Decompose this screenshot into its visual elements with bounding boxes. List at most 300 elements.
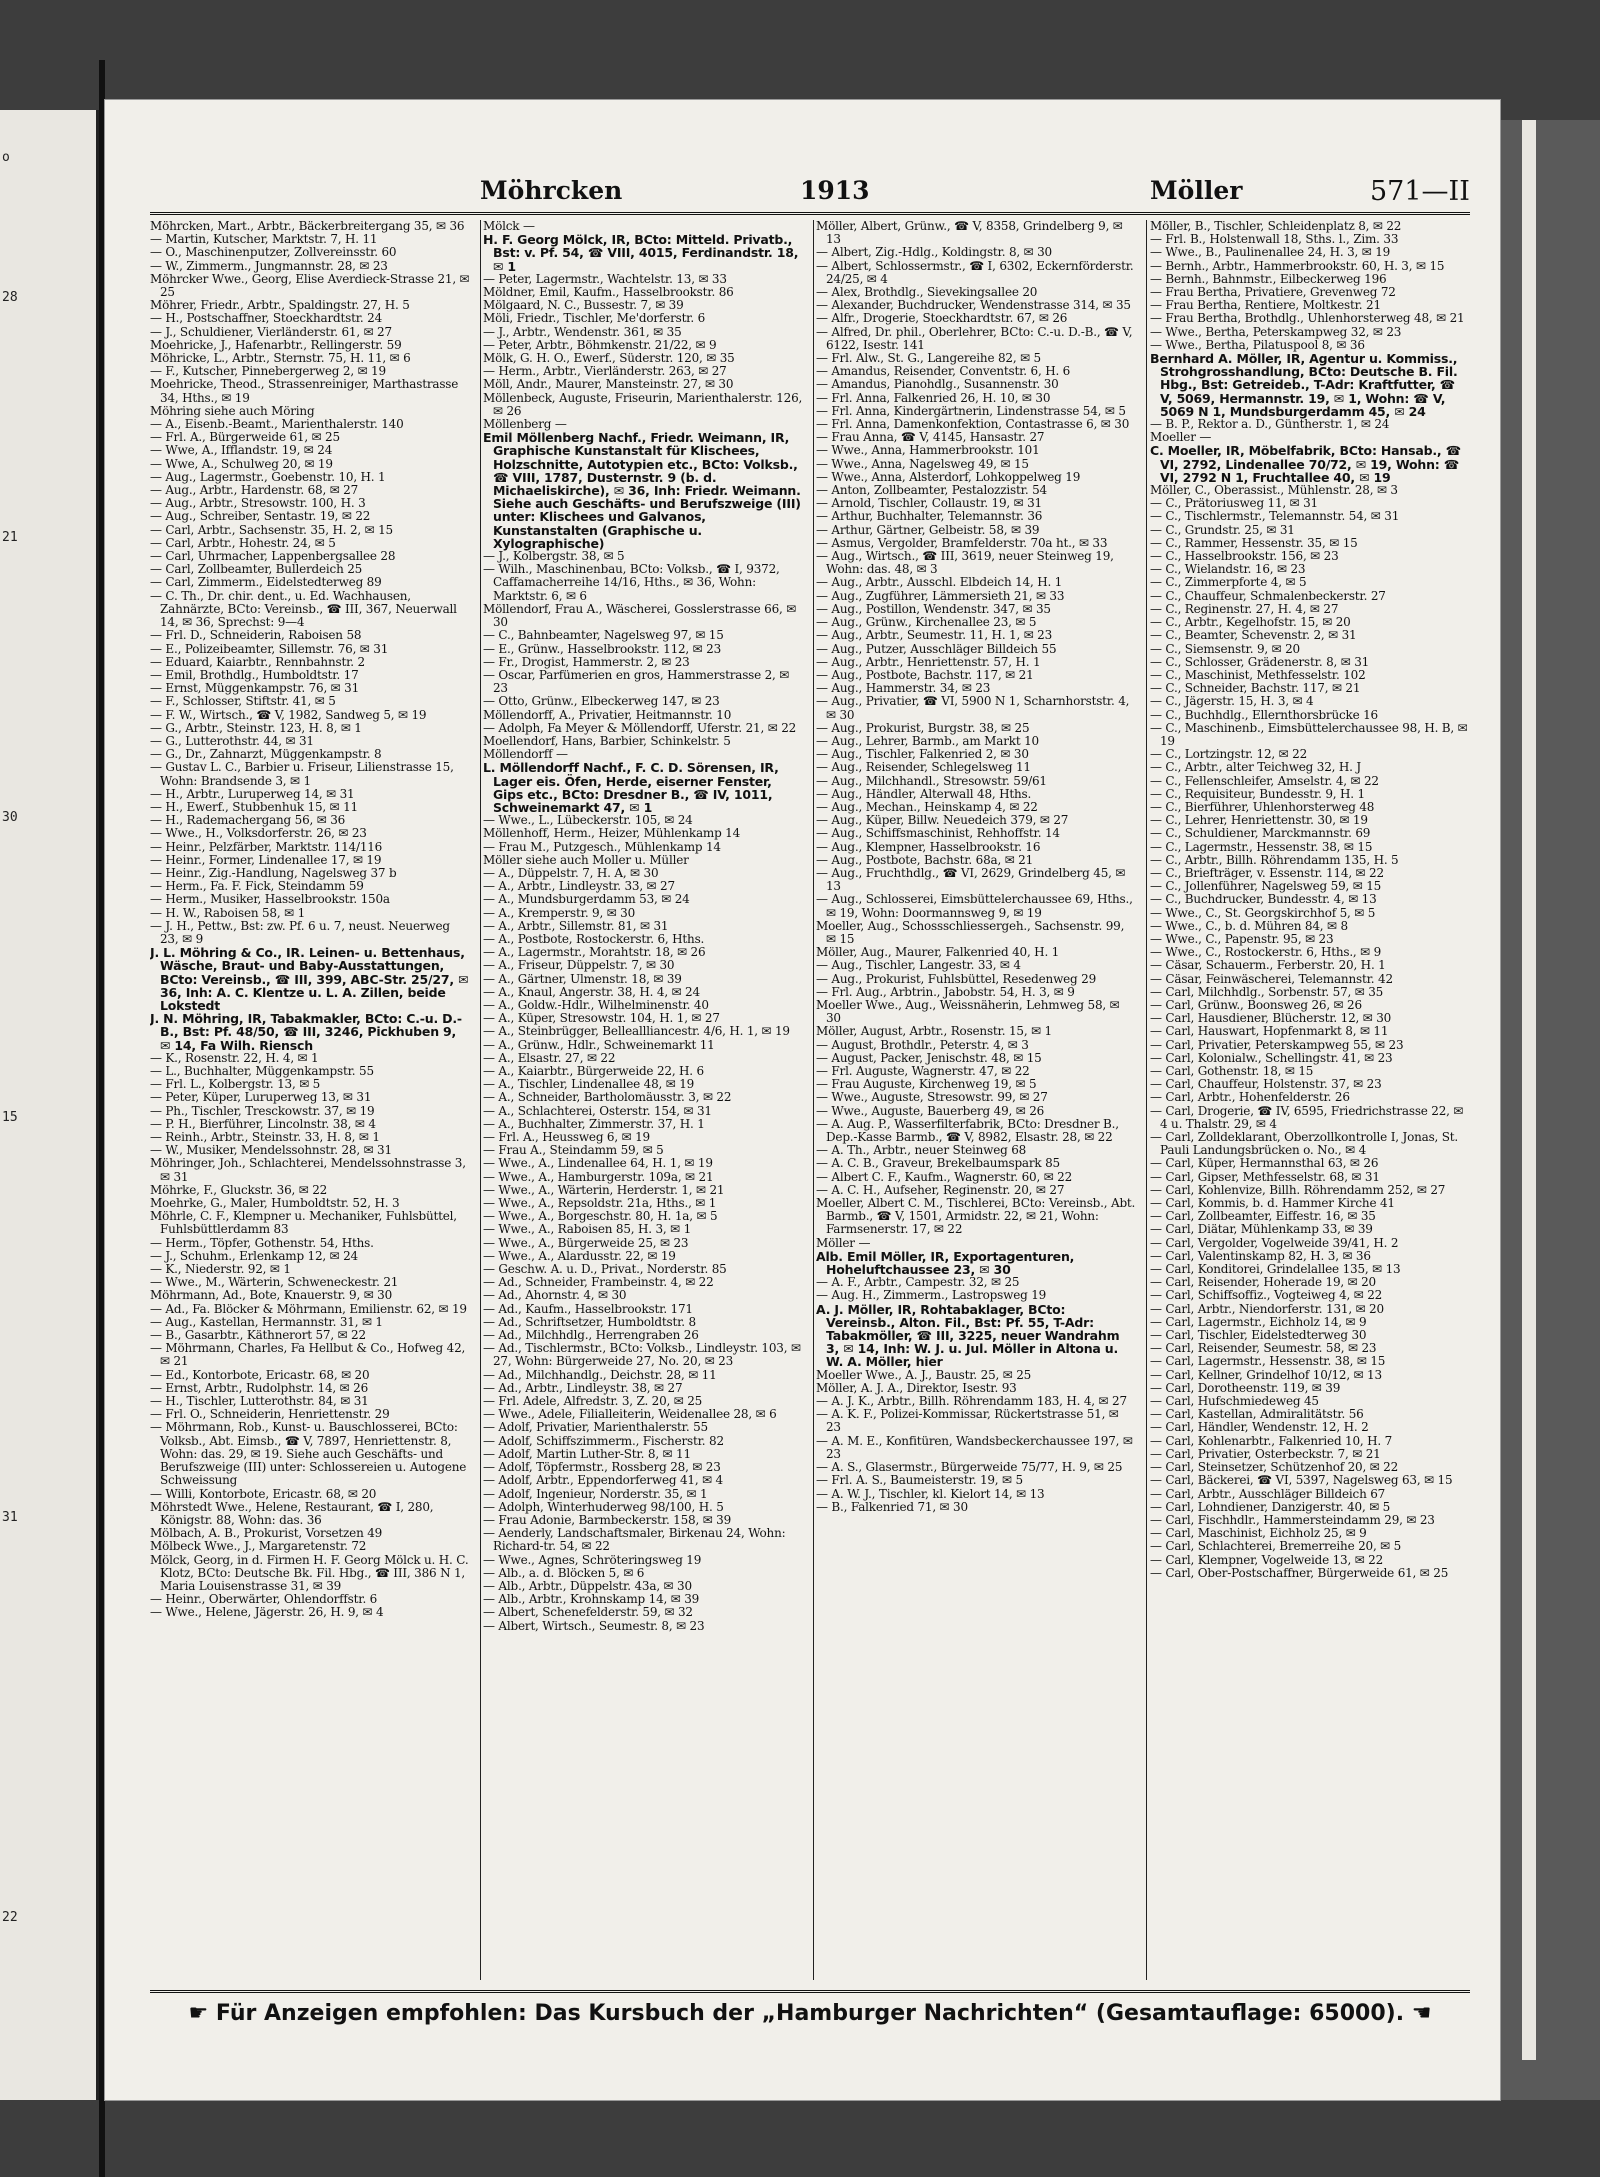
directory-entry: — Wwe., M., Wärterin, Schweneckestr. 21 xyxy=(150,1275,399,1290)
directory-entry: — Carl, Zollbeamter, Bullerdeich 25 xyxy=(150,562,363,577)
directory-entry: — Carl, Klempner, Vogelweide 13, ✉ 22 xyxy=(1150,1552,1384,1567)
edge-fragment: 15 xyxy=(2,1110,18,1125)
directory-entry: — Geschw. A. u. D., Privat., Norderstr. 85 xyxy=(483,1262,727,1277)
directory-entry: — A. W. J., Tischler, kl. Kielort 14, ✉ 13 xyxy=(816,1486,1045,1501)
directory-entry: J. L. Möhring & Co., IR. Leinen- u. Bettenhaus, Wäsche, Braut- und Baby-Ausstattungen, BCto: Vereinsb., ☎ III, 399, ABC-Str. 25/27, ✉ 36, Inh: A. C. Klentze u. L. A. Zillen, beide Lokstedt xyxy=(150,945,469,1013)
column-4 xyxy=(1150,220,1470,1980)
directory-entry: — H., Arbtr., Luruperweg 14, ✉ 31 xyxy=(150,786,355,801)
directory-entry: Moeller, Albert C. M., Tischlerei, BCto: Vereinsb., Abt. Barmb., ☎ V, 1501, Armidstr. 22, ✉ 21, Wohn: Farmsenerstr. 17, ✉ 22 xyxy=(816,1196,1136,1237)
directory-entry: — C., Buchdrucker, Bundesstr. 4, ✉ 13 xyxy=(1150,892,1377,907)
directory-entry: — Carl, Kolonialw., Schellingstr. 41, ✉ 23 xyxy=(1150,1050,1393,1065)
directory-entry: — Frl. O., Schneiderin, Henriettenstr. 29 xyxy=(150,1407,390,1422)
directory-entry: — Frl. A., Heussweg 6, ✉ 19 xyxy=(483,1130,650,1145)
directory-entry: — Heinr., Oberwärter, Ohlendorffstr. 6 xyxy=(150,1592,378,1607)
directory-entry: — Frl. D., Schneiderin, Raboisen 58 xyxy=(150,628,362,643)
directory-entry: Möhringer, Joh., Schlachterei, Mendelssohnstrasse 3, ✉ 31 xyxy=(150,1156,466,1184)
header-left-keyword: Möhrcken xyxy=(480,176,623,205)
edge-fragment: o xyxy=(2,150,10,165)
directory-entry: — Wwe., A., Repsoldstr. 21a, Hths., ✉ 1 xyxy=(483,1196,717,1211)
directory-entry: — Aug., Wirtsch., ☎ III, 3619, neuer Steinweg 19, Wohn: das. 48, ✉ 3 xyxy=(816,549,1114,577)
directory-entry: — Cäsar, Feinwäscherei, Telemannstr. 42 xyxy=(1150,971,1393,986)
directory-entry: — Carl, Valentinskamp 82, H. 3, ✉ 36 xyxy=(1150,1248,1371,1263)
directory-entry: — Arnold, Tischler, Collaustr. 19, ✉ 31 xyxy=(816,496,1042,511)
directory-entry: — C., Requisiteur, Bundesstr. 9, H. 1 xyxy=(1150,786,1365,801)
directory-entry: Möhring siehe auch Möring xyxy=(150,403,315,418)
directory-entry: — Möhrmann, Charles, Fa Hellbut & Co., Hofweg 42, ✉ 21 xyxy=(150,1341,466,1369)
directory-entry: — A. Aug. P., Wasserfilterfabrik, BCto: Dresdner B., Dep.-Kasse Barmb., ☎ V, 8982, Elsastr. 28, ✉ 22 xyxy=(816,1116,1119,1145)
directory-entry: — August, Brothdlr., Peterstr. 4, ✉ 3 xyxy=(816,1037,1029,1052)
directory-entry: — H. W., Raboisen 58, ✉ 1 xyxy=(150,905,306,920)
edge-fragment: 30 xyxy=(2,810,18,825)
directory-entry: — Carl, Konditorei, Grindelallee 135, ✉ 13 xyxy=(1150,1262,1401,1277)
directory-entry: — B., Gasarbtr., Käthnerort 57, ✉ 22 xyxy=(150,1328,366,1343)
directory-entry: — Eduard, Kaiarbtr., Rennbahnstr. 2 xyxy=(150,654,365,669)
directory-entry: Emil Möllenberg Nachf., Friedr. Weimann, IR, Graphische Kunstanstalt für Klischees, Holzschnitte, Autotypien etc., BCto: Volksb., ☎ VIII, 1787, Dusternstr. 9 (b. d. Michaeliskirche), ✉ 36, Inh: Friedr. Weimann. Siehe auch Geschäfts- und Berufszweige (III) unter: Klischees und Galvanos, Kunstanstalten (Graphische u. Xylographische) xyxy=(483,430,801,551)
directory-entry: — Frl. Adele, Alfredstr. 3, Z. 20, ✉ 25 xyxy=(483,1394,703,1409)
directory-entry: — Aug., Mechan., Heinskamp 4, ✉ 22 xyxy=(816,799,1038,814)
directory-entry: — Carl, Privatier, Peterskampweg 55, ✉ 23 xyxy=(1150,1037,1404,1052)
directory-entry: — A., Eisenb.-Beamt., Marienthalerstr. 140 xyxy=(150,417,404,432)
directory-entry: Mölbeck Wwe., J., Margaretenstr. 72 xyxy=(150,1539,367,1554)
directory-entry: Möhrcken, Mart., Arbtr., Bäckerbreitergang 35, ✉ 36 xyxy=(150,220,465,233)
directory-entry: — Ad., Milchhandlg., Deichstr. 28, ✉ 11 xyxy=(483,1367,717,1382)
directory-entry: Möllendorf, Frau A., Wäscherei, Gosslerstrasse 66, ✉ 30 xyxy=(483,601,797,630)
directory-entry: — A., Tischler, Lindenallee 48, ✉ 19 xyxy=(483,1077,695,1092)
directory-entry: — Frl. Auguste, Wagnerstr. 47, ✉ 22 xyxy=(816,1064,1030,1078)
directory-entry: — J., Arbtr., Wendenstr. 361, ✉ 35 xyxy=(483,324,682,339)
directory-entry: — Herm., Musiker, Hasselbrookstr. 150a xyxy=(150,892,390,907)
directory-entry: Mölgaard, N. C., Bussestr. 7, ✉ 39 xyxy=(483,298,684,313)
directory-entry: — Martin, Kutscher, Marktstr. 7, H. 11 xyxy=(150,232,378,247)
directory-entry: — A., Küper, Stresowstr. 104, H. 1, ✉ 27 xyxy=(483,1011,720,1026)
directory-entry: — Carl, Händler, Wendenstr. 12, H. 2 xyxy=(1150,1420,1369,1435)
directory-entry: — Aug., Lagermstr., Goebenstr. 10, H. 1 xyxy=(150,469,386,484)
directory-entry: Bernhard A. Möller, IR, Agentur u. Kommiss., Strohgrosshandlung, BCto: Deutsche B. Fil. Hbg., Bst: Getreideb., T-Adr: Kraftfutter, ☎ V, 5069, Hermannstr. 19, ✉ 1, Wohn: ☎ V, 5069 N 1, Mundsburgerdamm 45, ✉ 24 xyxy=(1150,351,1458,419)
directory-entry: — C., Prätoriusweg 11, ✉ 31 xyxy=(1150,496,1318,511)
directory-entry: — A., Arbtr., Lindleystr. 33, ✉ 27 xyxy=(483,879,675,894)
directory-entry: — Fr., Drogist, Hammerstr. 2, ✉ 23 xyxy=(483,654,690,669)
edge-fragment: 28 xyxy=(2,290,18,305)
directory-entry: — Ad., Ahornstr. 4, ✉ 30 xyxy=(483,1288,627,1303)
scan-right-edge xyxy=(1500,120,1600,2100)
directory-entry: — Frau Adonie, Barmbeckerstr. 158, ✉ 39 xyxy=(483,1512,732,1527)
directory-entry: — C., Tischlermstr., Telemannstr. 54, ✉ 31 xyxy=(1150,509,1400,524)
directory-entry: — August, Packer, Jenischstr. 48, ✉ 15 xyxy=(816,1050,1042,1065)
directory-entry: Moehricke, J., Hafenarbtr., Rellingerstr. 59 xyxy=(150,337,402,352)
directory-entry: — Aug., Prokurist, Burgstr. 38, ✉ 25 xyxy=(816,720,1030,735)
directory-entry: — Wwe., C., Papenstr. 95, ✉ 23 xyxy=(1150,931,1334,946)
directory-entry: — C., Lagermstr., Hessenstr. 38, ✉ 15 xyxy=(1150,839,1373,854)
directory-entry: — A. C. H., Aufseher, Reginenstr. 20, ✉ 27 xyxy=(816,1182,1065,1197)
directory-entry: — Cäsar, Schauerm., Ferberstr. 20, H. 1 xyxy=(1150,958,1386,973)
directory-entry: — A., Schneider, Bartholomäusstr. 3, ✉ 22 xyxy=(483,1090,732,1105)
directory-entry: — Arthur, Gärtner, Gelbeistr. 58, ✉ 39 xyxy=(816,522,1040,537)
directory-entry: — Aug., Prokurist, Fuhlsbüttel, Resedenweg 29 xyxy=(816,971,1097,986)
directory-entry: — A., Grünw., Hdlr., Schweinemarkt 11 xyxy=(483,1037,715,1052)
directory-entry: — Wwe., L., Lübeckerstr. 105, ✉ 24 xyxy=(483,813,693,828)
directory-entry: — Wwe, A., Ifflandstr. 19, ✉ 24 xyxy=(150,443,333,458)
directory-entry: — C., Schuldiener, Marckmannstr. 69 xyxy=(1150,826,1371,841)
directory-entry: Alb. Emil Möller, IR, Exportagenturen, Hoheluftchaussee 23, ✉ 30 xyxy=(816,1248,1075,1278)
directory-entry: — Emil, Brothdlg., Humboldtstr. 17 xyxy=(150,667,359,682)
directory-entry: — Wwe., Bertha, Peterskampweg 32, ✉ 23 xyxy=(1150,324,1402,339)
column-1 xyxy=(150,220,470,1980)
directory-entry: — Wwe., H., Volksdorferstr. 26, ✉ 23 xyxy=(150,826,367,841)
directory-entry: — A., Goldw.-Hdlr., Wilhelminenstr. 40 xyxy=(483,997,709,1012)
directory-entry: — Aug., Arbtr., Seumestr. 11, H. 1, ✉ 23 xyxy=(816,628,1053,643)
directory-entry: — C., Hasselbrookstr. 156, ✉ 23 xyxy=(1150,549,1339,564)
directory-entry: — Amandus, Reisender, Conventstr. 6, H. 6 xyxy=(816,364,1071,379)
directory-entry: — Amandus, Pianohdlg., Susannenstr. 30 xyxy=(816,377,1059,392)
directory-entry: — P. H., Bierführer, Lincolnstr. 38, ✉ 4 xyxy=(150,1116,376,1131)
directory-entry: — Carl, Zollbeamter, Eiffestr. 16, ✉ 35 xyxy=(1150,1209,1376,1224)
directory-entry: — Bernh., Arbtr., Hammerbrookstr. 60, H. 3, ✉ 15 xyxy=(1150,258,1445,273)
directory-entry: — Carl, Milchhdlg., Sorbenstr. 57, ✉ 35 xyxy=(1150,984,1384,999)
directory-entry: — H., Rademachergang 56, ✉ 36 xyxy=(150,813,346,828)
directory-entry: — Wwe., A., Wärterin, Herderstr. 1, ✉ 21 xyxy=(483,1182,725,1197)
directory-entry: — Carl, Arbtr., Niendorferstr. 131, ✉ 20 xyxy=(1150,1301,1384,1316)
directory-entry: — Wwe., A., Lindenallee 64, H. 1, ✉ 19 xyxy=(483,1156,713,1171)
directory-entry: — A., Kaiarbtr., Bürgerweide 22, H. 6 xyxy=(483,1064,704,1078)
directory-page xyxy=(105,100,1500,2100)
directory-entry: — C., Rammer, Hessenstr. 35, ✉ 15 xyxy=(1150,535,1358,550)
directory-entry: — Aug., Postbote, Bachstr. 117, ✉ 21 xyxy=(816,667,1034,682)
directory-entry: — Frau Bertha, Privatiere, Grevenweg 72 xyxy=(1150,285,1396,300)
edge-fragment: 21 xyxy=(2,530,18,545)
directory-entry: — Aug., Arbtr., Stresowstr. 100, H. 3 xyxy=(150,496,366,511)
directory-entry: — E., Polizeibeamter, Sillemstr. 76, ✉ 31 xyxy=(150,641,389,656)
directory-entry: — Wwe., A., Hamburgerstr. 109a, ✉ 21 xyxy=(483,1169,714,1184)
pointing-hand-left-icon: ☚ xyxy=(1411,2001,1432,2026)
directory-entry: Möhrer, Friedr., Arbtr., Spaldingstr. 27, H. 5 xyxy=(150,298,410,313)
page-number: 571—II xyxy=(1370,176,1470,207)
directory-entry: — Albert, Schenefelderstr. 59, ✉ 32 xyxy=(483,1605,693,1620)
directory-entry: — Alb., Arbtr., Düppelstr. 43a, ✉ 30 xyxy=(483,1578,692,1593)
directory-entry: — A., Steinbrügger, Belleallliancestr. 4/6, H. 1, ✉ 19 xyxy=(483,1024,790,1039)
directory-entry: — Bernh., Bahnmstr., Eilbeckerweg 196 xyxy=(1150,271,1387,286)
directory-entry: — W., Zimmerm., Jungmannstr. 28, ✉ 23 xyxy=(150,258,388,273)
directory-entry: — A. J. K., Arbtr., Billh. Röhrendamm 183, H. 4, ✉ 27 xyxy=(816,1394,1127,1409)
directory-entry: Möllendorff — xyxy=(483,747,568,762)
directory-entry: — Carl, Fischhdlr., Hammersteindamm 29, ✉ 23 xyxy=(1150,1512,1435,1527)
directory-entry: — Carl, Chauffeur, Holstenstr. 37, ✉ 23 xyxy=(1150,1077,1382,1092)
directory-entry: Möli, Friedr., Tischler, Me'dorferstr. 6 xyxy=(483,311,706,326)
directory-entry: Möhrcker Wwe., Georg, Elise Averdieck-Strasse 21, ✉ 25 xyxy=(150,271,470,300)
directory-entry: Mölck — xyxy=(483,220,535,233)
directory-entry: Möhrmann, Ad., Bote, Knauerstr. 9, ✉ 30 xyxy=(150,1288,393,1303)
directory-entry: Möller, C., Oberassist., Mühlenstr. 28, ✉ 3 xyxy=(1150,483,1398,498)
directory-entry: — A., Friseur, Düppelstr. 7, ✉ 30 xyxy=(483,958,675,973)
directory-entry: — Alb., Arbtr., Krohnskamp 14, ✉ 39 xyxy=(483,1592,700,1607)
directory-entry: — Frau Bertha, Brothdlg., Uhlenhorsterweg 48, ✉ 21 xyxy=(1150,311,1465,326)
directory-entry: — C. Th., Dr. chir. dent., u. Ed. Wachhausen, Zahnärzte, BCto: Vereinsb., ☎ III, 367, Neuerwall 14, ✉ 36, Sprechst: 9—4 xyxy=(150,588,457,630)
directory-entry: — Aug., Händler, Alterwall 48, Hths. xyxy=(816,786,1032,801)
directory-entry: — C., Chauffeur, Schmalenbeckerstr. 27 xyxy=(1150,588,1386,603)
directory-entry: — Adolf, Ingenieur, Norderstr. 35, ✉ 1 xyxy=(483,1486,708,1501)
directory-entry: — C., Siemsenstr. 9, ✉ 20 xyxy=(1150,641,1300,656)
directory-entry: — E., Grünw., Hasselbrookstr. 112, ✉ 23 xyxy=(483,641,722,656)
directory-entry: — Carl, Arbtr., Hohestr. 24, ✉ 5 xyxy=(150,535,336,550)
directory-entry: — Carl, Reisender, Hoheradе 19, ✉ 20 xyxy=(1150,1275,1376,1290)
directory-entry: — K., Rosenstr. 22, H. 4, ✉ 1 xyxy=(150,1050,319,1065)
directory-entry: — Carl, Reisender, Seumestr. 58, ✉ 23 xyxy=(1150,1341,1377,1356)
directory-entry: — Carl, Ober-Postschaffner, Bürgerweide 61, ✉ 25 xyxy=(1150,1565,1449,1580)
directory-entry: — G., Dr., Zahnarzt, Müggenkampstr. 8 xyxy=(150,747,382,762)
directory-entry: — H., Postschaffner, Stoeckhardtstr. 24 xyxy=(150,311,383,326)
directory-entry: Möller, A. J. A., Direktor, Isestr. 93 xyxy=(816,1380,1017,1395)
directory-entry: — Adolf, Privatier, Marienthalerstr. 55 xyxy=(483,1420,708,1435)
directory-entry: — Frl. Anna, Falkenried 26, H. 10, ✉ 30 xyxy=(816,390,1051,405)
directory-entry: Moellendorf, Hans, Barbier, Schinkelstr. 5 xyxy=(483,733,731,748)
directory-entry: — C., Lortzingstr. 12, ✉ 22 xyxy=(1150,747,1307,762)
directory-entry: — Aug., Tischler, Falkenried 2, ✉ 30 xyxy=(816,747,1029,762)
directory-entry: — Albert, Schlossermstr., ☎ I, 6302, Eckernförderstr. 24/25, ✉ 4 xyxy=(816,258,1134,286)
directory-entry: — Carl, Kohlenarbtr., Falkenried 10, H. 7 xyxy=(1150,1433,1393,1448)
directory-entry: — Wwe., C., Rostockerstr. 6, Hths., ✉ 9 xyxy=(1150,945,1382,960)
directory-entry: — Aug., Fruchthdlg., ☎ VI, 2629, Grindelberg 45, ✉ 13 xyxy=(816,865,1126,894)
directory-entry: — Aug., Milchhandl., Stresowstr. 59/61 xyxy=(816,773,1047,788)
directory-entry: — A., Mundsburgerdamm 53, ✉ 24 xyxy=(483,892,690,907)
directory-entry: — A., Düppelstr. 7, H. A, ✉ 30 xyxy=(483,865,659,880)
directory-entry: — Wwe., Auguste, Bauerberg 49, ✉ 26 xyxy=(816,1103,1045,1118)
directory-entry: — Ed., Kontorbote, Ericastr. 68, ✉ 20 xyxy=(150,1367,370,1382)
directory-entry: — Ad., Milchhdlg., Herrengraben 26 xyxy=(483,1328,699,1343)
directory-entry: Möllenbeck, Auguste, Friseurin, Marienthalerstr. 126, ✉ 26 xyxy=(483,390,803,418)
directory-entry: — Carl, Steinsetzer, Schützenhof 20, ✉ 22 xyxy=(1150,1460,1399,1475)
directory-entry: — Aug., Reisender, Schlegelsweg 11 xyxy=(816,760,1031,775)
previous-page-edge xyxy=(0,110,99,2100)
directory-entry: — Ad., Arbtr., Lindleystr. 38, ✉ 27 xyxy=(483,1380,683,1395)
directory-entry: — Aug., Kastellan, Hermannstr. 31, ✉ 1 xyxy=(150,1314,383,1329)
directory-entry: — C., Reginenstr. 27, H. 4, ✉ 27 xyxy=(1150,601,1339,616)
header-year: 1913 xyxy=(800,176,870,205)
directory-entry: — C., Jollenführer, Nagelsweg 59, ✉ 15 xyxy=(1150,879,1382,894)
directory-entry: — A. K. F., Polizei-Kommissar, Rückertstrasse 51, ✉ 23 xyxy=(816,1407,1119,1435)
directory-entry: — C., Schlosser, Grädenerstr. 8, ✉ 31 xyxy=(1150,654,1370,669)
directory-entry: — Frau Auguste, Kirchenweg 19, ✉ 5 xyxy=(816,1077,1037,1092)
directory-entry: — Peter, Küper, Luruperweg 13, ✉ 31 xyxy=(150,1090,372,1105)
directory-entry: — Wwe., Agnes, Schröteringsweg 19 xyxy=(483,1552,702,1567)
directory-entry: — Carl, Gothenstr. 18, ✉ 15 xyxy=(1150,1064,1314,1078)
directory-entry: Mölbach, A. B., Prokurist, Vorsetzen 49 xyxy=(150,1526,383,1541)
directory-entry: — Carl, Tischler, Eidelstedterweg 30 xyxy=(1150,1328,1367,1343)
directory-entry: — Carl, Hauswart, Hopfenmarkt 8, ✉ 11 xyxy=(1150,1024,1389,1039)
directory-entry: — C., Maschinist, Methfesselstr. 102 xyxy=(1150,667,1366,682)
column-2 xyxy=(483,220,803,1980)
directory-entry: Mölk, G. H. O., Ewerf., Süderstr. 120, ✉ 35 xyxy=(483,351,735,366)
directory-entry: — Aug., Klempner, Hasselbrookstr. 16 xyxy=(816,839,1041,854)
directory-entry: — F., Kutscher, Pinnebergerweg 2, ✉ 19 xyxy=(150,364,386,379)
directory-entry: — C., Bahnbeamter, Nagelsweg 97, ✉ 15 xyxy=(483,628,724,643)
directory-entry: — Adolf, Martin Luther-Str. 8, ✉ 11 xyxy=(483,1446,691,1461)
directory-entry: — Aug., Lehrer, Barmb., am Markt 10 xyxy=(816,733,1039,748)
directory-entry: — Herm., Fa. F. Fick, Steindamm 59 xyxy=(150,879,364,894)
directory-entry: — Ad., Schneider, Frambeinstr. 4, ✉ 22 xyxy=(483,1275,714,1290)
directory-entry: — G., Lutterothstr. 44, ✉ 31 xyxy=(150,733,314,748)
directory-entry: — Aug., Arbtr., Henriettenstr. 57, H. 1 xyxy=(816,654,1041,669)
directory-entry: Moeller, Aug., Schossschliessergeh., Sachsenstr. 99, ✉ 15 xyxy=(816,918,1125,946)
directory-entry: — C., Schneider, Bachstr. 117, ✉ 21 xyxy=(1150,681,1361,696)
directory-entry: — A., Knaul, Angerstr. 38, H. 4, ✉ 24 xyxy=(483,984,700,999)
directory-entry: C. Moeller, IR, Möbelfabrik, BCto: Hansab., ☎ VI, 2792, Lindenallee 70/72, ✉ 19, Wohn: ☎ VI, 2792 N 1, Fruchtallee 40, ✉ 19 xyxy=(1150,443,1461,485)
directory-entry: — Anton, Zollbeamter, Pestalozzistr. 54 xyxy=(816,483,1047,498)
directory-entry: — Gustav L. C., Barbier u. Friseur, Lilienstrasse 15, Wohn: Brandsende 3, ✉ 1 xyxy=(150,760,454,788)
directory-entry: — Aug., Schreiber, Sentastr. 19, ✉ 22 xyxy=(150,509,371,524)
directory-entry: — Möhrmann, Rob., Kunst- u. Bauschlosserei, BCto: Volksb., Abt. Eimsb., ☎ V, 7897, Henriettenstr. 8, Wohn: das. 29, ✉ 19. Siehe auch Geschäfts- und Berufszweige (III) unter: Schlossereien u. Autogene Schweissung xyxy=(150,1420,467,1488)
directory-entry: — A. Th., Arbtr., neuer Steinweg 68 xyxy=(816,1143,1027,1158)
directory-entry: — Ph., Tischler, Tresckowstr. 37, ✉ 19 xyxy=(150,1103,375,1118)
directory-entry: — Asmus, Vergolder, Bramfelderstr. 70a ht., ✉ 33 xyxy=(816,535,1108,550)
directory-entry: — Ad., Tischlermstr., BCto: Volksb., Lindleystr. 103, ✉ 27, Wohn: Bürgerweide 27, No. 20, ✉ 23 xyxy=(483,1341,801,1369)
directory-entry: — Carl, Lohndiener, Danzigerstr. 40, ✉ 5 xyxy=(1150,1499,1391,1514)
directory-entry: — Oscar, Parfümerien en gros, Hammerstrasse 2, ✉ 23 xyxy=(483,667,790,696)
directory-entry: — Frau Anna, ☎ V, 4145, Hansastr. 27 xyxy=(816,430,1045,445)
directory-entry: — A. S., Glasermstr., Bürgerweide 75/77, H. 9, ✉ 25 xyxy=(816,1460,1123,1475)
directory-entry: Möhrstedt Wwe., Helene, Restaurant, ☎ I, 280, Königstr. 88, Wohn: das. 36 xyxy=(150,1499,434,1527)
directory-entry: — Aug., Schiffsmaschinist, Rehhoffstr. 14 xyxy=(816,826,1060,841)
directory-entry: — Carl, Hufschmiedeweg 45 xyxy=(1150,1394,1319,1409)
directory-entry: — C., Bierführer, Uhlenhorsterweg 48 xyxy=(1150,799,1375,814)
directory-entry: — Carl, Vergolder, Vogelweide 39/41, H. 2 xyxy=(1150,1235,1399,1250)
directory-entry: — Frl. Anna, Damenkonfektion, Contastrasse 6, ✉ 30 xyxy=(816,417,1130,432)
directory-entry: — J. H., Pettw., Bst: zw. Pf. 6 u. 7, neust. Neuerweg 23, ✉ 9 xyxy=(150,918,450,946)
directory-entry: Moehricke, Theod., Strassenreiniger, Marthastrasse 34, Hths., ✉ 19 xyxy=(150,377,459,405)
directory-entry: — Ernst, Arbtr., Rudolphstr. 14, ✉ 26 xyxy=(150,1380,368,1395)
directory-entry: — Alex, Brothdlg., Sievekingsallee 20 xyxy=(816,285,1038,300)
directory-entry: — Wwe., Auguste, Stresowstr. 99, ✉ 27 xyxy=(816,1090,1048,1105)
directory-entry: — Ad., Fa. Blöcker & Möhrmann, Emilienstr. 62, ✉ 19 xyxy=(150,1301,467,1316)
directory-entry: — Alfr., Drogerie, Stoeckhardtstr. 67, ✉ 26 xyxy=(816,311,1068,326)
directory-entry: Moehrke, G., Maler, Humboldtstr. 52, H. 3 xyxy=(150,1196,400,1211)
directory-entry: — Herm., Töpfer, Gothenstr. 54, Hths. xyxy=(150,1235,374,1250)
directory-entry: — Aenderly, Landschaftsmaler, Birkenau 24, Wohn: Richard-tr. 54, ✉ 22 xyxy=(483,1526,786,1554)
directory-entry: — Aug., Arbtr., Ausschl. Elbdeich 14, H. 1 xyxy=(816,575,1063,590)
directory-entry: L. Möllendorff Nachf., F. C. D. Sörensen, IR, Lager eis. Öfen, Herde, eiserner Fenster, Gips etc., BCto: Dresdner B., ☎ IV, 1011, Schweinemarkt 47, ✉ 1 xyxy=(483,760,779,815)
directory-entry: — C., Arbtr., alter Teichweg 32, H. J xyxy=(1150,760,1361,775)
directory-entry: — Aug., Schlosserei, Eimsbüttelerchaussee 69, Hths., ✉ 19, Wohn: Doormannsweg 9, ✉ 19 xyxy=(816,892,1133,920)
directory-entry: — A., Postbote, Rostockerstr. 6, Hths. xyxy=(483,931,705,946)
directory-entry: Möldner, Emil, Kaufm., Hasselbrookstr. 86 xyxy=(483,285,734,300)
directory-entry: — C., Arbtr., Kegelhofstr. 15, ✉ 20 xyxy=(1150,615,1351,630)
directory-entry: — A., Kremperstr. 9, ✉ 30 xyxy=(483,905,636,920)
directory-entry: — Alexander, Buchdrucker, Wendenstrasse 314, ✉ 35 xyxy=(816,298,1131,313)
directory-entry: — Carl, Arbtr., Hohenfelderstr. 26 xyxy=(1150,1090,1350,1105)
directory-entry: — Frl. L., Kolbergstr. 13, ✉ 5 xyxy=(150,1077,321,1092)
directory-entry: — Carl, Dorotheenstr. 119, ✉ 39 xyxy=(1150,1380,1341,1395)
directory-entry: Möhrle, C. F., Klempner u. Mechaniker, Fuhlsbüttel, Fuhlsbüttlerdamm 83 xyxy=(150,1209,457,1237)
page-header xyxy=(150,172,1470,215)
directory-entry: — J., Schuldiener, Vierländerstr. 61, ✉ 27 xyxy=(150,324,392,339)
directory-entry: Möll, Andr., Maurer, Mansteinstr. 27, ✉ 30 xyxy=(483,377,734,392)
directory-entry: — Wwe, A., Schulweg 20, ✉ 19 xyxy=(150,456,333,471)
directory-entry: J. N. Möhring, IR, Tabakmakler, BCto: C.-u. D.-B., Bst: Pf. 48/50, ☎ III, 3246, Pickhuben 9, ✉ 14, Fa Wilh. Riensch xyxy=(150,1011,462,1053)
directory-entry: — Wwe., Anna, Nagelsweg 49, ✉ 15 xyxy=(816,456,1029,471)
directory-entry: — Wwe., A., Borgeschstr. 80, H. 1a, ✉ 5 xyxy=(483,1209,718,1224)
advertisement-line xyxy=(150,2001,1470,2026)
directory-entry: — Carl, Kellner, Grindelhof 10/12, ✉ 13 xyxy=(1150,1367,1382,1382)
header-right-keyword: Möller xyxy=(1150,176,1243,205)
directory-entry: — C., Zimmerpforte 4, ✉ 5 xyxy=(1150,575,1307,590)
directory-entry: — L., Buchhalter, Müggenkampstr. 55 xyxy=(150,1064,374,1078)
directory-entry: — F., Schlosser, Stiftstr. 41, ✉ 5 xyxy=(150,694,336,709)
directory-entry: — Carl, Maschinist, Eichholz 25, ✉ 9 xyxy=(1150,1526,1367,1541)
edge-fragment: 31 xyxy=(2,1510,18,1525)
directory-entry: — Frau A., Steindamm 59, ✉ 5 xyxy=(483,1143,664,1158)
directory-entry: — Frl. Anna, Kindergärtnerin, Lindenstrasse 54, ✉ 5 xyxy=(816,403,1126,418)
directory-entry: — Aug., Tischler, Langestr. 33, ✉ 4 xyxy=(816,958,1021,973)
directory-entry: — Wwe., Helene, Jägerstr. 26, H. 9, ✉ 4 xyxy=(150,1605,384,1620)
directory-entry: — Willi, Kontorbote, Ericastr. 68, ✉ 20 xyxy=(150,1486,377,1501)
directory-entry: — B. P., Rektor a. D., Güntherstr. 1, ✉ 24 xyxy=(1150,417,1390,432)
directory-entry: — Frau Bertha, Rentiere, Moltkestr. 21 xyxy=(1150,298,1381,313)
directory-entry: — Adolph, Winterhuderweg 98/100, H. 5 xyxy=(483,1499,724,1514)
directory-entry: — Aug., Arbtr., Hardenstr. 68, ✉ 27 xyxy=(150,483,359,498)
directory-entry: — Wwe., C., b. d. Mühren 84, ✉ 8 xyxy=(1150,918,1348,933)
directory-entry: Möhricke, L., Arbtr., Sternstr. 75, H. 11, ✉ 6 xyxy=(150,351,411,366)
directory-entry: — Wwe., Anna, Hammerbrookstr. 101 xyxy=(816,443,1040,458)
directory-entry: — Frl. Aug., Arbtrin., Jabobstr. 54, H. 3, ✉ 9 xyxy=(816,984,1075,999)
directory-entry: Möller, B., Tischler, Schleidenplatz 8, ✉ 22 xyxy=(1150,220,1402,233)
directory-entry: — Reinh., Arbtr., Steinstr. 33, H. 8, ✉ 1 xyxy=(150,1130,380,1145)
entry-columns xyxy=(150,220,1470,1980)
directory-entry: — C., Lehrer, Henriettenstr. 30, ✉ 19 xyxy=(1150,813,1368,828)
directory-entry: Möllendorff, A., Privatier, Heitmannstr. 10 xyxy=(483,707,732,722)
directory-entry: — G., Arbtr., Steinstr. 123, H. 8, ✉ 1 xyxy=(150,720,362,735)
directory-entry: — Frl. A. S., Baumeisterstr. 19, ✉ 5 xyxy=(816,1473,1023,1488)
directory-entry: — A., Buchhalter, Zimmerstr. 37, H. 1 xyxy=(483,1116,705,1131)
directory-entry: — Wwe., A., Raboisen 85, H. 3, ✉ 1 xyxy=(483,1222,692,1237)
directory-entry: — Carl, Arbtr., Ausschläger Billdeich 67 xyxy=(1150,1486,1386,1501)
directory-entry: Möllenhoff, Herm., Heizer, Mühlenkamp 14 xyxy=(483,826,741,841)
directory-entry: Moeller — xyxy=(1150,430,1212,445)
directory-entry: — Arthur, Buchhalter, Telemannstr. 36 xyxy=(816,509,1043,524)
directory-entry: — Wwe., Bertha, Pilatuspool 8, ✉ 36 xyxy=(1150,337,1365,352)
directory-entry: — C., Grundstr. 25, ✉ 31 xyxy=(1150,522,1295,537)
directory-entry: — Wwe., A., Alardusstr. 22, ✉ 19 xyxy=(483,1248,676,1263)
directory-entry: — C., Beamter, Schevenstr. 2, ✉ 31 xyxy=(1150,628,1357,643)
directory-entry: — Alfred, Dr. phil., Oberlehrer, BCto: C.-u. D.-B., ☎ V, 6122, Isestr. 141 xyxy=(816,324,1133,352)
directory-entry: — Aug., Putzer, Ausschläger Billdeich 55 xyxy=(816,641,1057,656)
directory-entry: — Ad., Schriftsetzer, Humboldtstr. 8 xyxy=(483,1314,696,1329)
directory-entry: Mölck, Georg, in d. Firmen H. F. Georg Mölck u. H. C. Klotz, BCto: Deutsche Bk. Fil. Hbg., ☎ III, 386 N 1, Maria Louisenstrasse 31, ✉ 39 xyxy=(150,1552,469,1593)
directory-entry: — H., Tischler, Lutterothstr. 84, ✉ 31 xyxy=(150,1394,369,1409)
directory-entry: — Frau M., Putzgesch., Mühlenkamp 14 xyxy=(483,839,721,854)
directory-entry: — Carl, Kohlenvize, Billh. Röhrendamm 252, ✉ 27 xyxy=(1150,1182,1446,1197)
directory-entry: — Aug., Privatier, ☎ VI, 5900 N 1, Scharnhorststr. 4, ✉ 30 xyxy=(816,694,1130,722)
directory-entry: — Frl. Alw., St. G., Langereihe 82, ✉ 5 xyxy=(816,351,1041,366)
directory-entry: — K., Niederstr. 92, ✉ 1 xyxy=(150,1262,291,1277)
column-3 xyxy=(816,220,1136,1980)
directory-entry: — C., Wielandstr. 16, ✉ 23 xyxy=(1150,562,1306,577)
directory-entry: — A. C. B., Graveur, Brekelbaumspark 85 xyxy=(816,1156,1060,1171)
directory-entry: — Carl, Schlachterei, Bremerreihe 20, ✉ 5 xyxy=(1150,1539,1402,1554)
directory-entry: — Heinr., Pelzfärber, Marktstr. 114/116 xyxy=(150,839,383,854)
directory-entry: — C., Maschinenb., Eimsbüttelerchaussee 98, H. B, ✉ 19 xyxy=(1150,720,1468,748)
directory-entry: — Ernst, Müggenkampstr. 76, ✉ 31 xyxy=(150,681,360,696)
directory-entry: — O., Maschinenputzer, Zollvereinsstr. 60 xyxy=(150,245,397,260)
directory-entry: — B., Falkenried 71, ✉ 30 xyxy=(816,1499,968,1514)
directory-entry: — A. M. E., Konfitüren, Wandsbeckerchaussee 197, ✉ 23 xyxy=(816,1433,1133,1461)
directory-entry: — Carl, Grünw., Boonsweg 26, ✉ 26 xyxy=(1150,997,1362,1012)
directory-entry: — Aug., Küper, Billw. Neuedeich 379, ✉ 27 xyxy=(816,813,1069,828)
directory-entry: — Carl, Gipser, Methfesselstr. 68, ✉ 31 xyxy=(1150,1169,1380,1184)
directory-entry: Moeller Wwe., A. J., Baustr. 25, ✉ 25 xyxy=(816,1367,1032,1382)
directory-entry: — Wwe., Adele, Filialleiterin, Weidenallee 28, ✉ 6 xyxy=(483,1407,777,1422)
directory-entry: — Carl, Zolldeklarant, Oberzollkontrolle I, Jonas, St. Pauli Landungsbrücken o. No., ✉ 4 xyxy=(1150,1130,1459,1158)
directory-entry: — J., Schuhm., Erlenkamp 12, ✉ 24 xyxy=(150,1248,358,1263)
directory-entry: — Adolf, Schiffszimmerm., Fischerstr. 82 xyxy=(483,1433,724,1448)
directory-entry: — Frl. A., Bürgerweide 61, ✉ 25 xyxy=(150,430,340,445)
